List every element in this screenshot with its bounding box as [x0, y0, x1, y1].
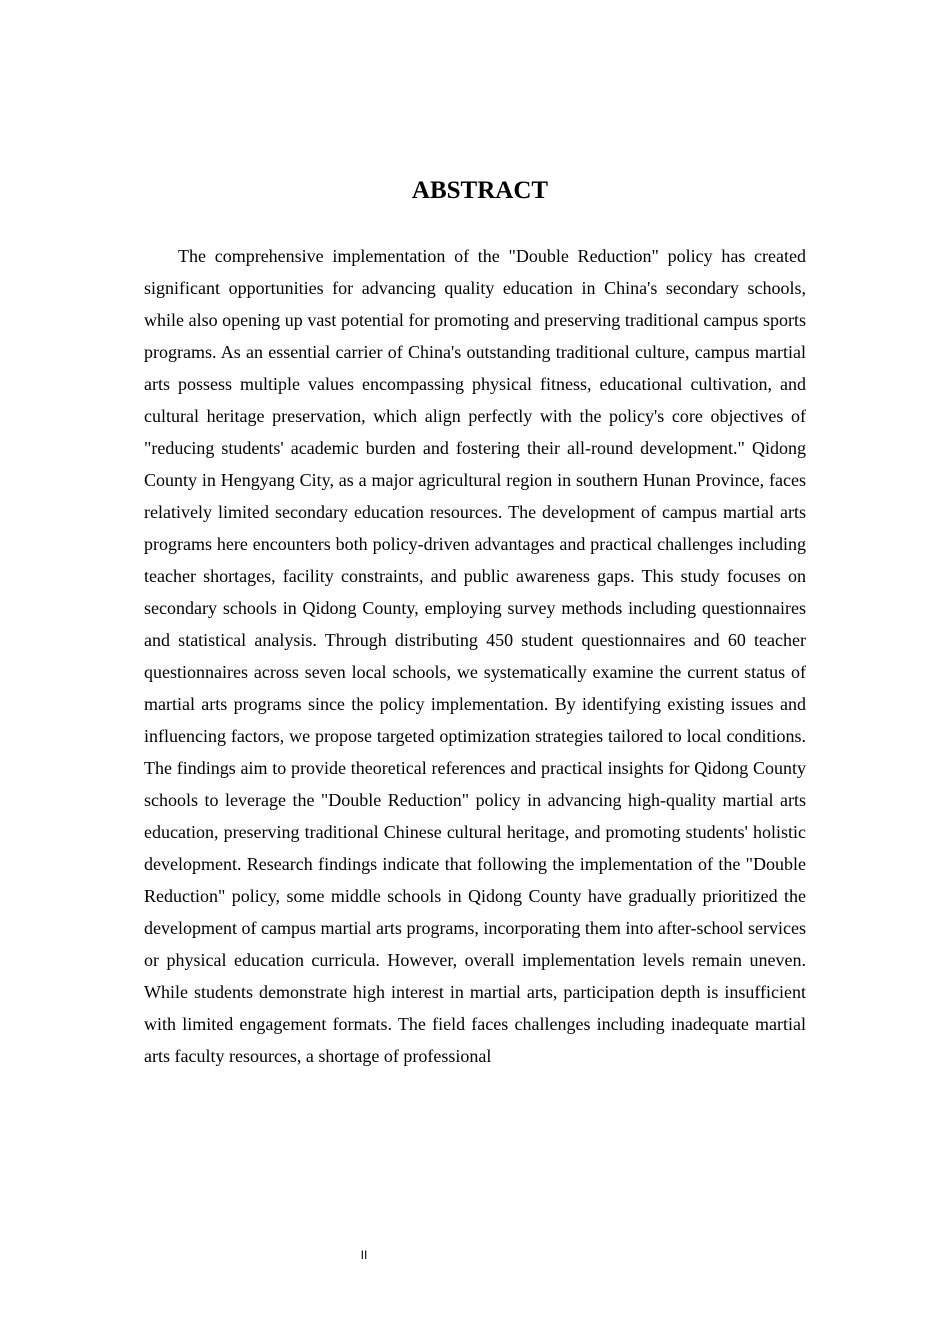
page-number: II — [360, 1248, 368, 1262]
abstract-title: ABSTRACT — [411, 177, 549, 204]
abstract-body-paragraph: The comprehensive implementation of the "Double Reduction" policy has created significant opportunities for advancing quality education in China's secondary schools, while also opening up vast potential for promoting and preserving traditional campus sports programs. As an essential carrier of China's outstanding traditional culture, campus martial arts possess multiple values encompassing physical fitness, educational cultivation, and cultural heritage preservation, which align perfectly with the policy's core objectives of "reducing students' academic burden and fostering their all-round development." Qidong County in Hengyang City, as a major agricultural region in southern Hunan Province, faces relatively limited secondary education resources. The development of campus martial arts programs here encounters both policy-driven advantages and practical challenges including teacher shortages, facility constraints, and public awareness gaps. This study focuses on secondary schools in Qidong County, employing survey methods including questionnaires and statistical analysis. Through distributing 450 student questionnaires and 60 teacher questionnaires across seven local schools, we systematically examine the current status of martial arts programs since the policy implementation. By identifying existing issues and influencing factors, we propose targeted optimization strategies tailored to local conditions. The findings aim to provide theoretical references and practical insights for Qidong County schools to leverage the "Double Reduction" policy in advancing high-quality martial arts education, preserving traditional Chinese cultural heritage, and promoting students' holistic development. Research findings indicate that following the implementation of the "Double Reduction" policy, some middle schools in Qidong County have gradually prioritized the development of campus martial arts programs, incorporating them into after-school services or physical education curricula. However, overall implementation levels remain uneven. While students demonstrate high interest in martial arts, participation depth is insufficient with limited engagement formats. The field faces challenges including inadequate martial arts faculty resources, a shortage of professional — [144, 246, 806, 1066]
